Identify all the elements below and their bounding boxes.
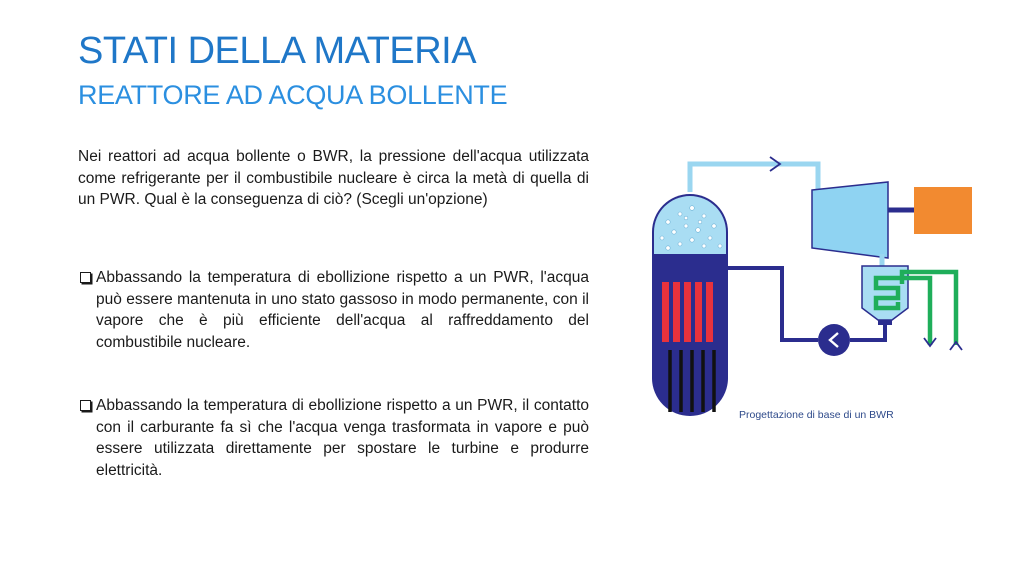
steam-pipe xyxy=(690,164,818,192)
answer-option-2[interactable] xyxy=(78,395,589,481)
figure-caption: Progettazione di base di un BWR xyxy=(739,409,894,421)
cooling-out-arrow-icon xyxy=(950,342,962,350)
feed-pump xyxy=(818,324,850,356)
answer-option-text: Abbassando la temperatura di ebollizione rispetto a un PWR, il contatto con il carburante fa sì che l'acqua venga trasformata in vapore e può essere utilizzata direttamente per spostare le turbine e produrre elettricità. xyxy=(96,397,589,479)
question-text: Nei reattori ad acqua bollente o BWR, la pressione dell'acqua utilizzata come refrigerante per il combustibile nucleare è circa la metà di quella di un PWR. Qual è la conseguenza di ciò? (Scegli un'opzione) xyxy=(78,148,589,208)
answer-option-1[interactable] xyxy=(78,267,589,353)
answer-option-text: Abbassando la temperatura di ebollizione rispetto a un PWR, l'acqua può essere mantenuta in uno stato gassoso in modo permanente, con il vapore che è più efficiente dell'acqua al raffreddamento del combustibile nucleare. xyxy=(96,269,589,351)
bwr-diagram xyxy=(640,150,980,420)
checkbox-icon[interactable] xyxy=(80,272,91,283)
slide-subtitle: REATTORE AD ACQUA BOLLENTE xyxy=(78,80,508,110)
slide-title: STATI DELLA MATERIA xyxy=(78,30,477,72)
generator xyxy=(914,187,972,234)
turbine xyxy=(812,182,888,258)
checkbox-icon[interactable] xyxy=(80,400,91,411)
feedwater-line xyxy=(850,325,885,340)
